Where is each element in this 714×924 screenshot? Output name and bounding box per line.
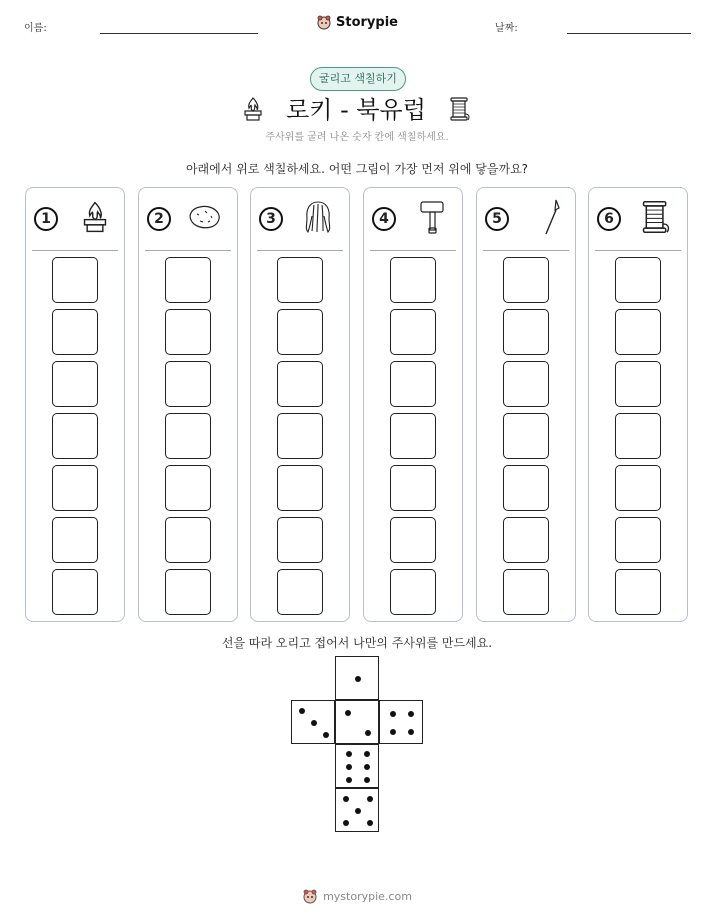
storypie-mascot-icon <box>316 14 332 30</box>
page-title <box>0 90 714 125</box>
dice-pip <box>408 711 414 717</box>
footer <box>0 888 714 904</box>
instruction-text: 아래에서 위로 색칠하세요. 어떤 그림이 가장 먼저 위에 닿을까요? <box>185 162 529 176</box>
color-cell[interactable] <box>52 465 98 511</box>
column-divider <box>145 250 231 251</box>
color-cell[interactable] <box>165 413 211 459</box>
color-cell[interactable] <box>390 517 436 563</box>
color-cell[interactable] <box>615 257 661 303</box>
column-header <box>259 202 343 236</box>
column-divider <box>370 250 456 251</box>
dice-pip <box>367 796 373 802</box>
column-number: 5 <box>485 207 509 231</box>
dice-pip <box>355 808 361 814</box>
column-header <box>485 202 569 236</box>
color-cell[interactable] <box>503 257 549 303</box>
name-label: 이름: <box>24 23 47 34</box>
dice-pip <box>346 764 352 770</box>
dice-pip <box>367 820 373 826</box>
color-cell[interactable] <box>390 257 436 303</box>
activity-badge: 굴리고 색칠하기 <box>310 67 406 91</box>
storypie-mascot-icon <box>302 888 318 904</box>
dice-pip <box>364 764 370 770</box>
color-cell[interactable] <box>52 257 98 303</box>
color-cell[interactable] <box>165 569 211 615</box>
column-number: 4 <box>372 207 396 231</box>
column-header <box>597 202 681 236</box>
thread-spool-icon <box>639 199 673 239</box>
brand-name: Storypie <box>336 14 398 30</box>
column-6 <box>588 187 688 622</box>
date-field-line[interactable] <box>567 33 691 34</box>
rock-icon <box>185 202 223 236</box>
color-cell[interactable] <box>503 465 549 511</box>
dice-pip <box>311 720 317 726</box>
column-1 <box>25 187 125 622</box>
spear-icon <box>541 198 561 240</box>
dice-pip <box>345 710 351 716</box>
column-header <box>147 202 231 236</box>
footer-url: mystorypie.com <box>323 889 412 903</box>
dice-pip <box>390 711 396 717</box>
color-cell[interactable] <box>390 569 436 615</box>
dice-pip <box>355 676 361 682</box>
color-cell[interactable] <box>503 361 549 407</box>
column-number: 3 <box>259 207 283 231</box>
dice-pip <box>343 796 349 802</box>
color-cell[interactable] <box>615 517 661 563</box>
color-cell[interactable] <box>277 465 323 511</box>
subtitle: 주사위를 굴려 나온 숫자 칸에 색칠하세요. <box>265 132 449 143</box>
dice-face-2 <box>335 700 379 744</box>
column-divider <box>257 250 343 251</box>
color-cell[interactable] <box>165 309 211 355</box>
dice-pip <box>346 777 352 783</box>
dice-pip <box>364 777 370 783</box>
color-cell[interactable] <box>503 569 549 615</box>
color-cell[interactable] <box>165 257 211 303</box>
color-cell[interactable] <box>390 361 436 407</box>
dice-caption: 선을 따라 오리고 접어서 나만의 주사위를 만드세요. <box>221 636 493 650</box>
color-cell[interactable] <box>277 361 323 407</box>
color-cell[interactable] <box>52 517 98 563</box>
color-cell[interactable] <box>615 361 661 407</box>
color-cell[interactable] <box>277 569 323 615</box>
color-cell[interactable] <box>277 309 323 355</box>
dice-pip <box>408 729 414 735</box>
column-header <box>372 202 456 236</box>
color-cell[interactable] <box>615 413 661 459</box>
color-cell[interactable] <box>165 517 211 563</box>
color-cell[interactable] <box>52 309 98 355</box>
color-cell[interactable] <box>277 413 323 459</box>
column-divider <box>32 250 118 251</box>
color-cell[interactable] <box>165 361 211 407</box>
color-cell[interactable] <box>277 257 323 303</box>
dice-face-3 <box>291 700 335 744</box>
title-text: 로키 - 북유럽 <box>286 96 426 124</box>
color-cell[interactable] <box>165 465 211 511</box>
column-2 <box>138 187 238 622</box>
column-header <box>34 202 118 236</box>
color-cell[interactable] <box>390 465 436 511</box>
column-5 <box>476 187 576 622</box>
dice-pip <box>364 751 370 757</box>
color-cell[interactable] <box>52 413 98 459</box>
brand-logo <box>0 14 714 30</box>
dice-pip <box>343 820 349 826</box>
name-field-line[interactable] <box>100 33 258 34</box>
dice-face-1 <box>335 656 379 700</box>
date-label: 날짜: <box>495 23 518 34</box>
color-cell[interactable] <box>615 569 661 615</box>
color-cell[interactable] <box>615 465 661 511</box>
column-divider <box>483 250 569 251</box>
column-divider <box>595 250 681 251</box>
color-cell[interactable] <box>390 413 436 459</box>
dice-pip <box>323 732 329 738</box>
hammer-icon <box>418 199 448 239</box>
dice-face-6 <box>335 744 379 788</box>
hair-icon <box>301 199 335 239</box>
fire-brazier-icon <box>80 200 110 238</box>
color-cell[interactable] <box>277 517 323 563</box>
column-number: 6 <box>597 207 621 231</box>
fire-brazier-icon <box>242 96 264 122</box>
column-3 <box>250 187 350 622</box>
dice-pip <box>390 729 396 735</box>
color-cell[interactable] <box>503 517 549 563</box>
column-number: 2 <box>147 207 171 231</box>
color-cell[interactable] <box>52 569 98 615</box>
dice-pip <box>365 730 371 736</box>
column-number: 1 <box>34 207 58 231</box>
color-cell[interactable] <box>52 361 98 407</box>
color-cell[interactable] <box>615 309 661 355</box>
thread-spool-icon <box>448 96 472 122</box>
column-4 <box>363 187 463 622</box>
dice-face-4 <box>379 700 423 744</box>
color-cell[interactable] <box>503 309 549 355</box>
color-cell[interactable] <box>390 309 436 355</box>
color-cell[interactable] <box>503 413 549 459</box>
dice-pip <box>299 708 305 714</box>
dice-pip <box>346 751 352 757</box>
dice-face-5 <box>335 788 379 832</box>
